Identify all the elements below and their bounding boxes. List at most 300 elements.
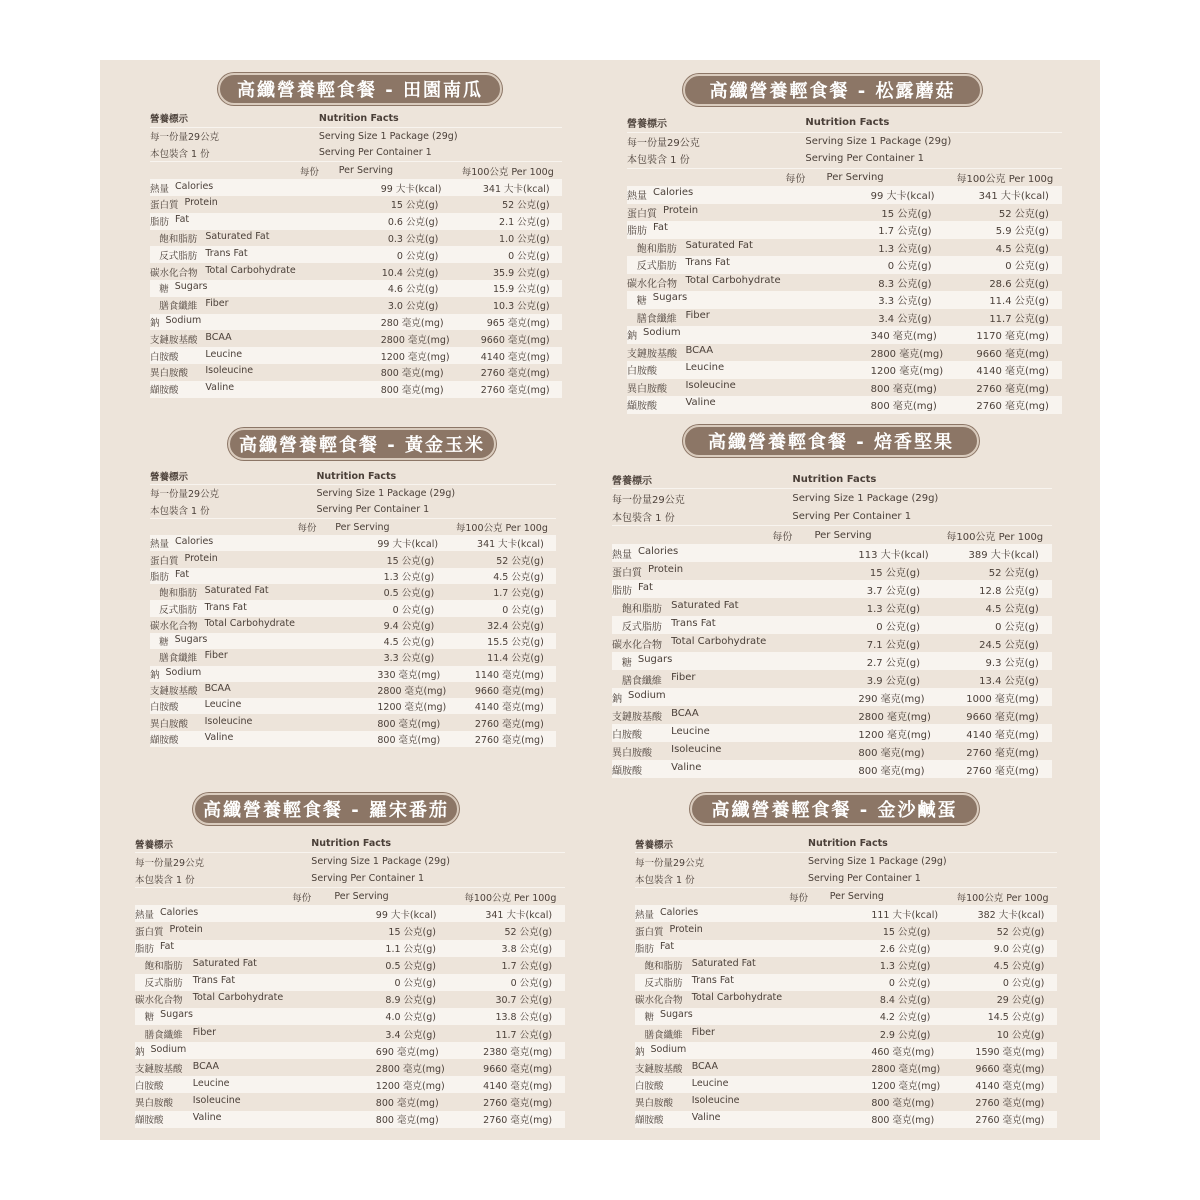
nutrient-en: Sodium	[150, 1043, 187, 1055]
nutrient-label	[635, 992, 871, 1006]
per-serving-value: 0 公克(g)	[394, 978, 436, 990]
nutrient-en: Sodium	[165, 314, 202, 326]
nutrient-en: Valine	[685, 397, 716, 409]
nutrient-en: Protein	[669, 924, 703, 936]
column-header-row	[612, 526, 1052, 544]
table-row	[135, 1093, 565, 1110]
nutrient-zh: 反式脂肪	[159, 604, 198, 616]
per-serving-value: 2800 毫克(mg)	[870, 348, 944, 360]
nutrient-en: Protein	[184, 552, 218, 564]
nutrient-zh: 纈胺酸	[627, 401, 657, 413]
nutrient-zh: 碳水化合物	[150, 267, 198, 279]
per-serving-value: 800 毫克(mg)	[870, 383, 937, 395]
per-serving-value: 1.3 公克(g)	[383, 571, 435, 583]
nutrient-zh: 碳水化合物	[627, 278, 677, 290]
per-100g-value: 52 公克(g)	[998, 208, 1049, 220]
nutrient-label	[135, 992, 376, 1006]
per-100g-value: 10.3 公克(g)	[493, 301, 550, 313]
per-100g-value: 1.0 公克(g)	[499, 233, 550, 245]
per-serving-value: 2800 毫克(mg)	[377, 686, 447, 697]
nutrient-zh: 支鏈胺基酸	[150, 334, 198, 346]
table-row	[627, 221, 1062, 239]
per-serving-value: 0 公克(g)	[876, 621, 920, 633]
per-serving-value: 15 公克(g)	[869, 567, 920, 579]
table-row	[612, 598, 1052, 616]
table-title-row	[612, 470, 1052, 489]
table-row	[635, 957, 1057, 974]
en-serving-size: Serving Size 1 Package (29g)	[316, 487, 456, 499]
per-100g-value: 2760 毫克(mg)	[976, 383, 1049, 395]
nutrient-en: Protein	[648, 563, 684, 575]
nutrient-zh: 糖	[621, 657, 632, 669]
per-100g-value: 35.9 公克(g)	[493, 267, 550, 279]
per-serving-en-header: Per Serving	[335, 521, 390, 533]
nutrient-zh: 飽和脂肪	[621, 603, 662, 615]
per-100g-value: 2760 毫克(mg)	[480, 385, 550, 397]
per-serving-value: 15 公克(g)	[882, 927, 931, 939]
nutrient-en: Trans Fat	[204, 601, 247, 613]
table-row	[150, 364, 562, 381]
table-row	[150, 731, 556, 747]
nutrient-en: Total Carbohydrate	[192, 992, 284, 1004]
per-100g-value: 11.4 公克(g)	[989, 296, 1049, 308]
zh-title: 營養標示	[612, 475, 652, 487]
table-row	[150, 381, 562, 398]
nutrient-en: Calories	[175, 536, 214, 548]
nutrient-label	[150, 699, 377, 713]
nutrient-zh: 脂肪	[635, 944, 655, 956]
table-row	[150, 230, 562, 247]
nutrient-en: Calories	[160, 906, 199, 918]
nutrient-label	[612, 546, 858, 561]
nutrient-label	[150, 716, 377, 730]
en-per-container: Serving Per Container 1	[792, 510, 912, 522]
per-serving-value: 1200 毫克(mg)	[377, 702, 447, 714]
per-serving-en-header: Per Serving	[814, 529, 872, 541]
per-100g-value: 4140 毫克(mg)	[474, 702, 544, 714]
nutrient-en: Saturated Fat	[192, 958, 257, 970]
per-serving-value: 2800 毫克(mg)	[375, 1063, 445, 1075]
en-serving-size: Serving Size 1 Package (29g)	[805, 135, 952, 147]
table-row	[150, 297, 562, 314]
per-serving-value: 0 公克(g)	[888, 978, 931, 990]
nutrient-en: Saturated Fat	[204, 585, 269, 597]
per-100g-value: 1000 毫克(mg)	[966, 693, 1039, 705]
table-row	[627, 186, 1062, 204]
per-100g-value: 2760 毫克(mg)	[975, 1097, 1045, 1109]
per-100g-value: 4.5 公克(g)	[995, 243, 1049, 255]
per-100g-value: 11.7 公克(g)	[989, 313, 1049, 325]
table-row	[150, 535, 556, 551]
nutrient-label	[627, 397, 871, 412]
nutrient-en: Trans Fat	[685, 257, 730, 269]
per-serving-value: 15 公克(g)	[881, 208, 932, 220]
per-serving-value: 2800 毫克(mg)	[858, 711, 931, 723]
nutrient-label	[635, 1112, 871, 1126]
nutrient-zh: 支鏈胺基酸	[635, 1063, 683, 1075]
nutrient-zh: 碳水化合物	[612, 639, 662, 651]
nutrient-en: Saturated Fat	[691, 958, 756, 970]
nutrient-en: Fat	[660, 941, 675, 953]
zh-per-container: 本包裝含 1 份	[635, 874, 695, 886]
product-title: 高纖營養輕食餐 - 松露蘑菇	[683, 74, 982, 106]
per-100g-value: 9660 毫克(mg)	[966, 711, 1039, 723]
en-title: Nutrition Facts	[318, 112, 399, 124]
per-100g-value: 4140 毫克(mg)	[976, 366, 1049, 378]
per-100g-value: 11.7 公克(g)	[495, 1029, 553, 1041]
nutrient-label	[635, 924, 871, 938]
per-100g-value: 2760 毫克(mg)	[976, 401, 1049, 413]
nutrient-zh: 飽和脂肪	[159, 588, 198, 600]
per-serving-value: 1.3 公克(g)	[879, 961, 931, 973]
nutrient-label	[135, 1078, 376, 1092]
nutrient-en: Fat	[175, 214, 190, 226]
per-100g-value: 1.7 公克(g)	[493, 588, 544, 600]
nutrient-en: BCAA	[192, 1060, 220, 1072]
per-serving-value: 3.9 公克(g)	[866, 675, 920, 687]
nutrient-en: Saturated Fat	[685, 239, 753, 251]
nutrient-label	[635, 1095, 871, 1109]
nutrient-label	[635, 975, 871, 989]
serving-size-row	[612, 489, 1052, 507]
per-100g-value: 11.4 公克(g)	[487, 653, 544, 665]
column-header-row	[635, 888, 1057, 905]
per-100g-value: 2380 毫克(mg)	[483, 1046, 553, 1058]
nutrient-label	[150, 281, 381, 295]
per-100g-value: 28.6 公克(g)	[989, 278, 1049, 290]
per-container-row	[150, 502, 556, 519]
per-serving-value: 800 毫克(mg)	[380, 368, 444, 380]
nutrient-label	[627, 205, 871, 220]
per-100g-header: 每100公克 Per 100g	[455, 523, 548, 535]
nutrient-en: BCAA	[685, 344, 714, 356]
per-100g-header: 每100公克 Per 100g	[464, 892, 557, 904]
nutrient-en: Trans Fat	[671, 617, 716, 629]
table-row	[635, 905, 1057, 922]
nutrient-zh: 異白胺酸	[612, 747, 652, 759]
per-100g-value: 4140 毫克(mg)	[480, 351, 550, 363]
nutrition-table	[612, 470, 1052, 778]
nutrient-label	[150, 650, 377, 664]
serving-size-row	[135, 853, 565, 870]
table-row	[635, 974, 1057, 991]
per-100g-value: 965 毫克(mg)	[486, 317, 550, 329]
per-100g-value: 13.8 公克(g)	[495, 1012, 553, 1024]
nutrient-zh: 飽和脂肪	[644, 961, 683, 973]
product-title: 高纖營養輕食餐 - 金沙鹹蛋	[690, 793, 979, 825]
zh-serving-size: 每一份量29公克	[635, 857, 705, 869]
per-container-row	[135, 870, 565, 888]
nutrient-en: BCAA	[671, 707, 699, 719]
per-100g-value: 0 公克(g)	[995, 621, 1039, 633]
nutrient-zh: 糖	[144, 1012, 155, 1024]
per-serving-value: 1.1 公克(g)	[385, 944, 436, 956]
per-100g-value: 2760 毫克(mg)	[966, 747, 1039, 759]
table-row	[612, 706, 1052, 724]
nutrient-label	[150, 732, 377, 746]
table-row	[150, 714, 556, 730]
table-row	[135, 1042, 565, 1059]
zh-per-container: 本包裝含 1 份	[135, 874, 195, 886]
per-serving-value: 99 大卡(kcal)	[870, 191, 935, 203]
per-100g-value: 4140 毫克(mg)	[975, 1080, 1045, 1092]
en-serving-size: Serving Size 1 Package (29g)	[318, 130, 458, 142]
zh-serving-size: 每一份量29公克	[150, 132, 220, 144]
table-row	[635, 1042, 1057, 1059]
per-100g-value: 9660 毫克(mg)	[480, 334, 550, 346]
nutrient-zh: 膳食纖維	[644, 1029, 683, 1041]
table-row	[627, 361, 1062, 379]
per-serving-value: 800 毫克(mg)	[377, 734, 441, 746]
per-serving-value: 3.3 公克(g)	[383, 653, 435, 665]
table-row	[150, 633, 556, 649]
per-100g-value: 1590 毫克(mg)	[975, 1046, 1045, 1058]
product-title: 高纖營養輕食餐 - 黃金玉米	[228, 428, 496, 460]
nutrient-label	[635, 907, 871, 921]
nutrient-label	[612, 726, 858, 741]
table-row	[150, 666, 556, 682]
per-100g-value: 2760 毫克(mg)	[480, 368, 550, 380]
nutrient-en: Fat	[160, 941, 175, 953]
nutrient-zh: 脂肪	[150, 571, 170, 583]
table-row	[135, 1008, 565, 1025]
table-row	[150, 280, 562, 297]
nutrient-en: BCAA	[204, 683, 231, 694]
per-100g-value: 2760 毫克(mg)	[975, 1115, 1045, 1127]
table-row	[150, 330, 562, 347]
nutrient-en: Calories	[653, 187, 694, 199]
nutrient-en: Trans Fat	[205, 247, 248, 259]
nutrient-zh: 鈉	[612, 693, 622, 705]
table-row	[627, 239, 1062, 257]
per-serving-value: 0 公克(g)	[396, 250, 439, 262]
table-row	[627, 291, 1062, 309]
nutrient-zh: 白胺酸	[635, 1080, 664, 1092]
nutrient-zh: 蛋白質	[627, 208, 657, 220]
table-row	[150, 600, 556, 616]
nutrient-label	[150, 248, 381, 262]
table-row	[635, 1025, 1057, 1042]
per-serving-value: 800 毫克(mg)	[375, 1097, 439, 1109]
per-serving-value: 0.5 公克(g)	[383, 588, 435, 600]
per-serving-value: 690 毫克(mg)	[375, 1046, 439, 1058]
per-100g-value: 4140 毫克(mg)	[966, 729, 1039, 741]
per-100g-value: 9660 毫克(mg)	[976, 348, 1049, 360]
nutrient-label	[635, 1027, 871, 1041]
nutrient-zh: 反式脂肪	[644, 978, 683, 990]
en-per-container: Serving Per Container 1	[805, 153, 925, 165]
zh-serving-size: 每一份量29公克	[627, 137, 700, 149]
nutrient-label	[627, 362, 871, 377]
nutrient-en: Total Carbohydrate	[205, 264, 296, 276]
nutrient-zh: 碳水化合物	[150, 620, 198, 632]
nutrient-zh: 支鏈胺基酸	[150, 686, 198, 697]
nutrient-label	[150, 634, 377, 648]
table-title-row	[150, 110, 562, 128]
table-row	[627, 256, 1062, 274]
nutrient-label	[135, 975, 376, 989]
nutrition-table	[150, 468, 556, 747]
zh-title: 營養標示	[150, 114, 189, 126]
per-100g-value: 4.5 公克(g)	[993, 961, 1045, 973]
per-serving-value: 8.3 公克(g)	[878, 278, 932, 290]
en-per-container: Serving Per Container 1	[311, 873, 425, 885]
nutrient-en: Valine	[205, 382, 235, 394]
nutrient-zh: 熱量	[612, 549, 632, 561]
per-serving-value: 1200 毫克(mg)	[871, 1080, 941, 1092]
per-serving-value: 3.3 公克(g)	[878, 296, 932, 308]
nutrient-label	[612, 708, 858, 723]
per-serving-value: 15 公克(g)	[388, 927, 436, 939]
per-100g-value: 1170 毫克(mg)	[976, 331, 1049, 343]
serving-size-row	[150, 485, 556, 501]
nutrient-en: Valine	[204, 731, 234, 743]
en-serving-size: Serving Size 1 Package (29g)	[311, 856, 450, 868]
table-row	[612, 760, 1052, 778]
nutrient-label	[150, 214, 381, 228]
nutrient-label	[612, 672, 858, 687]
nutrient-zh: 支鏈胺基酸	[612, 711, 662, 723]
per-100g-value: 10 公克(g)	[996, 1029, 1045, 1041]
per-serving-value: 800 毫克(mg)	[858, 765, 925, 777]
nutrient-label	[612, 618, 858, 633]
per-serving-en-header: Per Serving	[826, 171, 884, 183]
nutrient-label	[627, 222, 871, 237]
nutrient-en: Isoleucine	[691, 1094, 740, 1106]
nutrient-en: Sugars	[174, 281, 208, 293]
nutrient-zh: 糖	[159, 637, 169, 649]
nutrient-zh: 纈胺酸	[150, 734, 179, 746]
nutrient-en: Sugars	[652, 292, 688, 304]
per-100g-value: 15.5 公克(g)	[487, 637, 544, 649]
per-serving-value: 99 大卡(kcal)	[375, 909, 437, 921]
nutrient-label	[150, 349, 381, 363]
nutrient-en: Fiber	[204, 650, 228, 662]
table-row	[150, 698, 556, 714]
en-title: Nutrition Facts	[311, 838, 392, 850]
nutrient-zh: 蛋白質	[150, 200, 179, 212]
nutrient-en: Leucine	[192, 1077, 230, 1089]
per-serving-value: 2.6 公克(g)	[879, 944, 931, 956]
nutrient-zh: 異白胺酸	[135, 1097, 174, 1109]
nutrient-en: Protein	[169, 924, 203, 936]
nutrient-en: Fiber	[691, 1026, 715, 1038]
nutrient-en: Isoleucine	[205, 365, 254, 377]
per-100g-value: 12.8 公克(g)	[979, 585, 1039, 597]
table-row	[135, 974, 565, 991]
per-serving-value: 2.7 公克(g)	[866, 657, 920, 669]
table-row	[635, 940, 1057, 957]
table-row	[150, 568, 556, 584]
nutrient-en: Valine	[691, 1112, 721, 1124]
nutrient-label	[135, 1095, 376, 1109]
per-serving-en-header: Per Serving	[829, 891, 884, 903]
per-100g-value: 0 公克(g)	[1005, 261, 1049, 273]
per-serving-zh-header: 每份	[299, 166, 319, 178]
table-row	[612, 616, 1052, 634]
nutrient-en: Fiber	[685, 309, 710, 321]
nutrient-zh: 脂肪	[150, 217, 170, 229]
nutrient-zh: 蛋白質	[150, 555, 179, 567]
nutrient-en: Isoleucine	[685, 379, 736, 391]
per-100g-value: 341 大卡(kcal)	[978, 191, 1049, 203]
nutrient-label	[135, 1112, 376, 1126]
nutrient-label	[150, 197, 381, 211]
nutrient-zh: 白胺酸	[150, 351, 179, 363]
nutrient-zh: 異白胺酸	[150, 368, 189, 380]
table-title-row	[150, 468, 556, 485]
nutrient-en: Valine	[192, 1112, 222, 1124]
nutrient-zh: 鈉	[627, 331, 637, 343]
nutrient-zh: 熱量	[150, 183, 170, 195]
nutrient-en: Sugars	[160, 1009, 193, 1021]
nutrient-en: Calories	[638, 545, 679, 557]
table-row	[635, 991, 1057, 1008]
per-serving-value: 0.6 公克(g)	[387, 217, 439, 229]
nutrient-zh: 反式脂肪	[621, 621, 662, 633]
nutrient-label	[135, 1027, 376, 1041]
nutrient-zh: 白胺酸	[135, 1080, 164, 1092]
nutrient-zh: 鈉	[150, 669, 160, 681]
table-row	[612, 634, 1052, 652]
en-title: Nutrition Facts	[808, 838, 888, 850]
zh-per-container: 本包裝含 1 份	[150, 148, 210, 160]
table-row	[635, 1008, 1057, 1025]
per-100g-value: 2760 毫克(mg)	[966, 765, 1039, 777]
zh-title: 營養標示	[635, 839, 674, 851]
table-row	[150, 213, 562, 230]
nutrient-zh: 糖	[644, 1012, 654, 1024]
nutrient-label	[627, 345, 871, 360]
per-serving-value: 3.4 公克(g)	[385, 1029, 436, 1041]
per-100g-value: 9660 毫克(mg)	[474, 686, 544, 697]
per-serving-zh-header: 每份	[772, 531, 793, 543]
nutrient-label	[135, 924, 376, 938]
per-100g-value: 9660 毫克(mg)	[975, 1063, 1045, 1075]
en-serving-size: Serving Size 1 Package (29g)	[808, 856, 947, 868]
nutrient-zh: 異白胺酸	[627, 383, 667, 395]
nutrient-zh: 纈胺酸	[635, 1115, 664, 1127]
per-serving-value: 1200 毫克(mg)	[375, 1080, 445, 1092]
nutrient-label	[135, 958, 376, 972]
nutrient-zh: 支鏈胺基酸	[135, 1063, 183, 1075]
nutrient-label	[150, 553, 377, 567]
per-serving-value: 800 毫克(mg)	[858, 747, 925, 759]
table-row	[150, 682, 556, 698]
per-100g-value: 29 公克(g)	[996, 995, 1045, 1007]
per-serving-value: 2800 毫克(mg)	[380, 334, 450, 346]
per-serving-zh-header: 每份	[785, 173, 806, 185]
en-per-container: Serving Per Container 1	[808, 873, 921, 885]
per-serving-value: 4.5 公克(g)	[383, 637, 435, 649]
nutrient-zh: 反式脂肪	[636, 261, 677, 273]
nutrition-table	[627, 114, 1062, 414]
per-100g-value: 4.5 公克(g)	[985, 603, 1039, 615]
table-row	[612, 742, 1052, 760]
nutrient-en: Protein	[663, 204, 699, 216]
nutrient-en: Trans Fat	[691, 975, 734, 987]
nutrient-en: Sodium	[643, 327, 681, 339]
nutrient-en: Leucine	[691, 1077, 729, 1089]
nutrient-en: Protein	[184, 197, 218, 209]
nutrient-en: Valine	[671, 761, 702, 773]
nutrient-label	[150, 382, 381, 396]
per-serving-value: 800 毫克(mg)	[871, 1097, 935, 1109]
nutrition-table	[150, 110, 562, 398]
nutrient-zh: 支鏈胺基酸	[627, 348, 677, 360]
nutrient-label	[627, 310, 871, 325]
table-row	[612, 544, 1052, 562]
